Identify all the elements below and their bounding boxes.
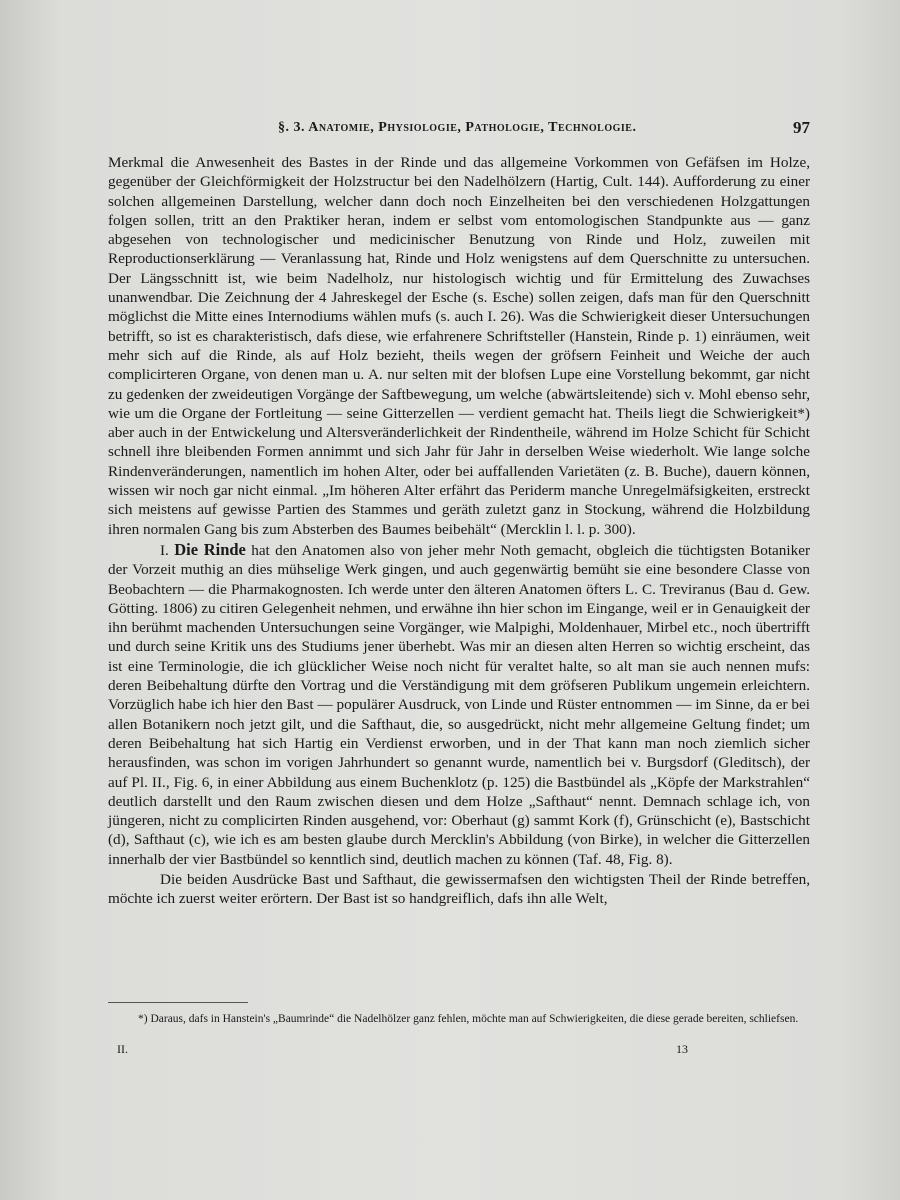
paragraph-3: Die beiden Ausdrücke Bast und Safthaut, die gewissermafsen den wichtigsten Theil der Rinde betreffen, möchte ich zuerst weiter erörtern. Der Bast ist so handgreiflich, dafs ihn alle Welt, xyxy=(108,870,810,908)
body-text xyxy=(108,153,810,909)
sheet-number: 13 xyxy=(676,1042,688,1056)
signature-mark: II. xyxy=(117,1042,128,1056)
paragraph-2-text: hat den Anatomen also von jeher mehr Noth gemacht, obgleich die tüchtigsten Botaniker der Vorzeit muthig an dies mühselige Werk gingen, und auch gegenwärtig bemüht sie eine besondere Classe von Beobachtern — die Pharmakognosten. Ich werde unter den älteren Anatomen öfters L. C. Treviranus (Bau d. Gew. Götting. 1806) zu citiren Gelegenheit nehmen, und erwähne ihn hier schon im Eingange, weil er in Genauigkeit der ihn berühmt machenden Untersuchungen seine Vorgänger, wie Malpighi, Moldenhauer, Mirbel etc., noch übertrifft und durch seine Kritik uns des Studiums jener überhebt. Was mir an diesen alten Herren so wichtig erscheint, das ist eine Terminologie, die ich glücklicher Weise noch nicht für veraltet halte, so alt man sie auch nennen mufs: deren Beibehaltung dürfte den Vortrag und die Verständigung mit dem gröfseren Publikum ungemein erleichtern. Vorzüglich habe ich hier den Bast — populärer Ausdruck, von Linde und Rüster entnommen — im Sinne, da er bei allen Botanikern noch jetzt gilt, und die Safthaut, die, so ausgedrückt, nicht mehr allgemeine Geltung findet; um deren Beibehaltung hat sich Hartig ein Verdienst erworben, und in der That kann man noch ziemlich sicher herausfinden, was schon im vorigen Jahrhundert so genannt wurde, namentlich bei v. Burgsdorf (Gleditsch), der auf Pl. II., Fig. 6, in einer Abbildung aus einem Buchenklotz (p. 125) die Bastbündel als „Köpfe der Markstrahlen“ deutlich darstellt und den Raum zwischen diesen und dem Holze „Safthaut“ nennt. Demnach schlage ich, von jüngeren, nicht zu complicirten Rinden ausgehend, vor: Oberhaut (g) sammt Kork (f), Grünschicht (e), Bastschicht (d), Safthaut (c), wie ich es am besten glaube durch Mercklin's Abbildung (von Birke), in welcher die Gitterzellen innerhalb der vier Bastbündel so kenntlich sind, deutlich machen zu können (Taf. 48, Fig. 8). xyxy=(108,541,811,868)
section-heading-rinde: Die Rinde xyxy=(174,539,246,559)
paragraph-2 xyxy=(108,540,810,869)
paragraph-1: Merkmal die Anwesenheit des Bastes in der Rinde und das allgemeine Vorkommen von Gefäfsen im Holze, gegenüber der Gleichförmigkeit der Holzstructur bei den Nadelhölzern (Hartig, Cult. 144). Aufforderung zu einer solchen allgemeinen Darstellung, welcher dann doch noch Einzelheiten bei den verschiedenen Holzgattungen folgen sollen, tritt an den Praktiker heran, indem er selbst vom entomologischen Standpunkte aus — ganz abgesehen von technologischer und medicinischer Benutzung von Rinde und Holz, zuweilen mit Reproductionserklärung — Veranlassung hat, Rinde und Holz wenigstens auf dem Querschnitte zu untersuchen. Der Längsschnitt ist, wie beim Nadelholz, nur histologisch wichtig und für Ermittelung des Zuwachses unanwendbar. Die Zeichnung der 4 Jahreskegel der Esche (s. Esche) sollen zeigen, dafs man für den Querschnitt möglichst die Mitte eines Internodiums wählen mufs (s. auch I. 26). Was die Schwierigkeit dieser Untersuchungen betrifft, so ist es charakteristisch, dafs diese, wie erfahrenere Schriftsteller (Hanstein, Rinde p. 1) einräumen, weit mehr sich auf die Rinde, als auf Holz bezieht, theils wegen der gröfsern Feinheit und Weiche der auch complicirteren Organe, von denen man u. A. nur selten mit der blofsen Lupe eine Vorstellung bekommt, gar nicht zu gedenken der zweideutigen Vorgänge der Saftbewegung, um welche (abwärtsleitende) sich v. Mohl ebenso sehr, wie um die Organe der Fortleitung — seine Gitterzellen — verdient gemacht hat. Theils liegt die Schwierigkeit*) aber auch in der Entwickelung und Altersveränderlichkeit der Rindentheile, während im Holze Schicht für Schicht schnell ihre bleibenden Formen annimmt und sich Jahr für Jahr in derselben Weise wiederholt. Wie lange solche Rindenveränderungen, namentlich im hohen Alter, oder bei auffallenden Varietäten (z. B. Buche), dauern können, wissen wir noch gar nicht einmal. „Im höheren Alter erfährt das Periderm manche Unregelmäfsigkeiten, erstreckt sich meistens auf gewisse Partien des Stammes und geräth zuletzt ganz in Stockung, während die Holzbildung ihren normalen Gang bis zum Absterben des Baumes beibehält“ (Mercklin l. l. p. 300). xyxy=(108,154,810,538)
page-number: 97 xyxy=(793,118,810,137)
page-header xyxy=(108,120,810,142)
footnote: *) Daraus, dafs in Hanstein's „Baumrinde“ die Nadelhölzer ganz fehlen, möchte man auf Schwierigkeiten, die diese gerade bereiten, schliefsen. xyxy=(138,1013,799,1025)
running-head: §. 3. Anatomie, Physiologie, Pathologie, Technologie. xyxy=(278,120,637,135)
footnote-divider xyxy=(108,1002,248,1003)
paragraph-2-lead: I. xyxy=(160,541,169,559)
